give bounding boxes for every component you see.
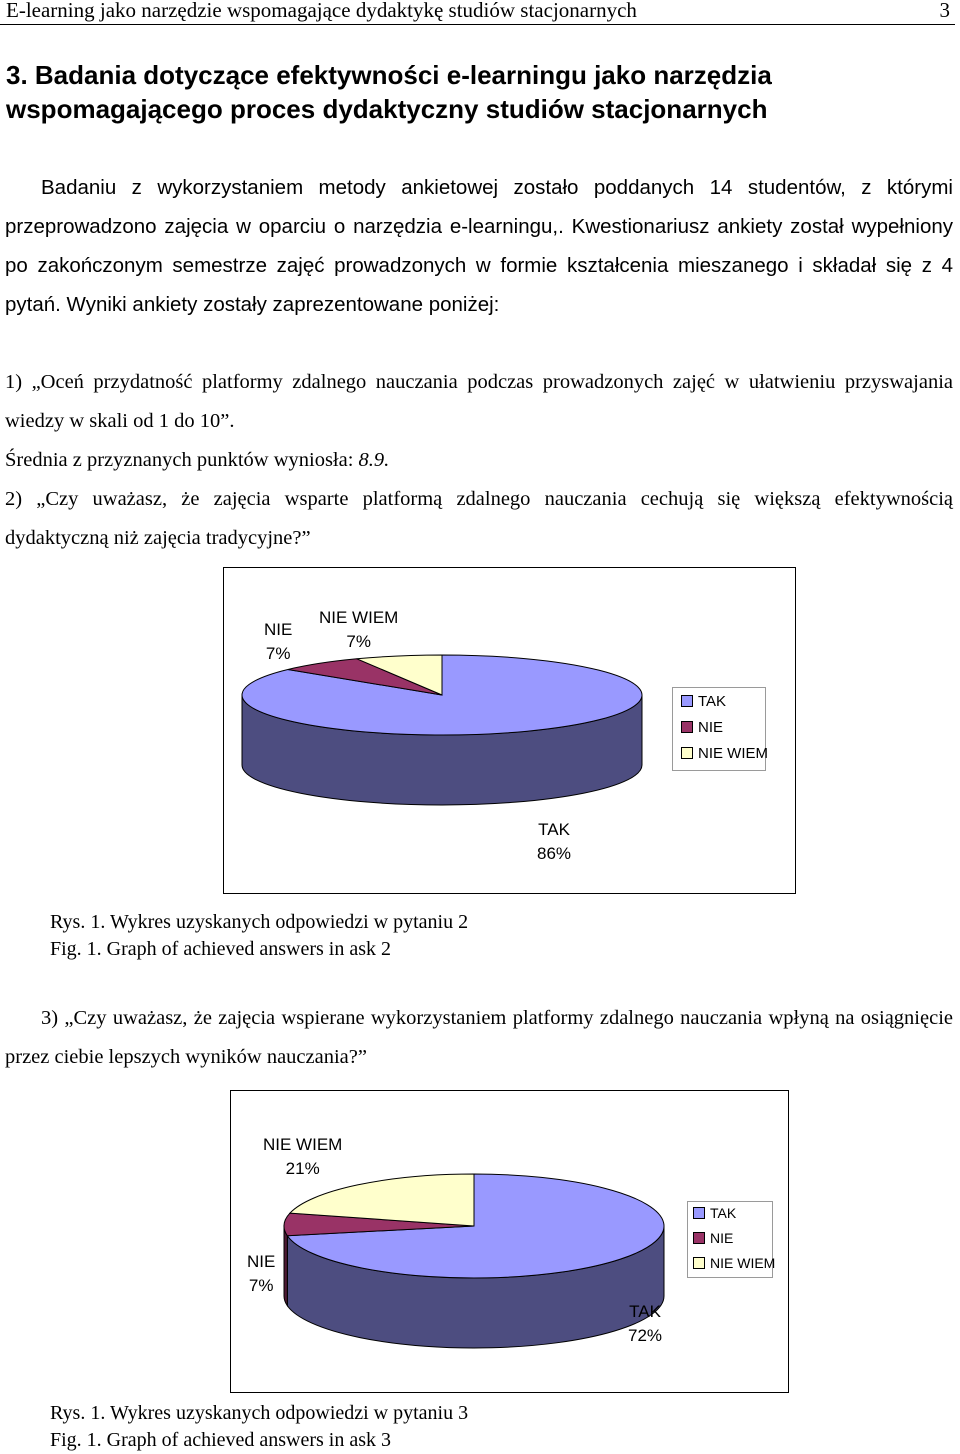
label-tak-q2-name: TAK: [538, 820, 570, 839]
label-nie-q2-name: NIE: [264, 620, 293, 639]
label-nie-q3-value: 7%: [248, 1276, 274, 1295]
legend-item-nie: [693, 1230, 733, 1246]
average-value: 8.9.: [358, 449, 390, 471]
legend-swatch-tak: [693, 1207, 705, 1219]
label-nie-q3-name: NIE: [247, 1252, 276, 1271]
header-title: E-learning jako narzędzie wspomagające dydaktykę studiów stacjonarnych: [6, 0, 637, 22]
legend-item-nie-wiem: [681, 745, 768, 762]
legend-swatch-nie-wiem: [693, 1257, 705, 1269]
label-nie-q2: [264, 618, 292, 666]
question-1-average: [5, 449, 389, 472]
label-tak-q3-name: TAK: [629, 1302, 661, 1321]
label-niewiem-q2-name: NIE WIEM: [319, 608, 399, 627]
figure-caption-pl-q3: Rys. 1. Wykres uzyskanych odpowiedzi w pytaniu 3: [50, 1402, 469, 1424]
page-number: 3: [939, 0, 950, 22]
legend-swatch-nie: [693, 1232, 705, 1244]
label-niewiem-q2: [319, 606, 398, 654]
average-label: Średnia z przyznanych punktów wyniosła:: [5, 449, 359, 471]
label-tak-q3: [628, 1300, 662, 1348]
legend-label-nie: NIE: [710, 1230, 734, 1246]
label-nie-q2-value: 7%: [265, 644, 291, 663]
figure-caption-en-q2: Fig. 1. Graph of achieved answers in ask 2: [50, 938, 392, 960]
question-3: 3) „Czy uważasz, że zajęcia wspierane wykorzystaniem platformy zdalnego nauczania wpłyną na osiągnięcie przez ciebie lepszych wyników nauczania?”: [5, 1007, 953, 1068]
legend-item-tak: [693, 1205, 736, 1221]
legend-item-nie: [681, 719, 723, 736]
legend-swatch-nie-wiem: [681, 747, 693, 759]
label-tak-q2: [537, 818, 571, 866]
figure-caption-pl-q2: Rys. 1. Wykres uzyskanych odpowiedzi w pytaniu 2: [50, 911, 469, 933]
label-niewiem-q2-value: 7%: [346, 632, 371, 651]
legend-q3: [687, 1201, 776, 1278]
label-niewiem-q3: [263, 1133, 342, 1181]
legend-swatch-nie: [681, 721, 693, 733]
pie-chart-q2: [223, 567, 796, 894]
running-header: [0, 0, 955, 25]
legend-item-tak: [681, 693, 726, 710]
intro-paragraph: Badaniu z wykorzystaniem metody ankietowej zostało poddanych 14 studentów, z którymi przeprowadzono zajęcia w oparciu o narzędzia e-learningu,. Kwestionariusz ankiety został wypełniony po zakończonym semestrze zajęć prowadzonych w formie kształcenia mieszanego i składał się z 4 pytań. Wyniki ankiety zostały zaprezentowane poniżej:: [5, 176, 953, 316]
question-2: 2) „Czy uważasz, że zajęcia wsparte platformą zdalnego nauczania cechują się większą efektywnością dydaktyczną niż zajęcia tradycyjne?”: [5, 488, 953, 549]
legend-label-tak: TAK: [698, 693, 727, 710]
figure-caption-en-q3: Fig. 1. Graph of achieved answers in ask 3: [50, 1429, 392, 1451]
legend-swatch-tak: [681, 695, 693, 707]
question-1: 1) „Oceń przydatność platformy zdalnego nauczania podczas prowadzonych zajęć w ułatwieniu przyswajania wiedzy w skali od 1 do 10”.: [5, 371, 953, 432]
legend-label-tak: TAK: [710, 1205, 737, 1221]
pie-chart-q3: [230, 1090, 789, 1393]
label-niewiem-q3-value: 21%: [285, 1159, 320, 1178]
legend-q2: [672, 687, 766, 771]
legend-item-nie-wiem: [693, 1255, 775, 1271]
label-niewiem-q3-name: NIE WIEM: [263, 1135, 343, 1154]
label-tak-q3-value: 72%: [628, 1326, 663, 1345]
legend-label-nie-wiem: NIE WIEM: [698, 745, 768, 762]
pie-side-nie: [284, 1226, 287, 1306]
legend-label-nie: NIE: [698, 719, 724, 736]
label-tak-q2-value: 86%: [537, 844, 572, 863]
section-title: 3. Badania dotyczące efektywności e-learningu jako narzędzia wspomagającego proces dydaktyczny studiów stacjonarnych: [6, 60, 772, 124]
legend-label-nie-wiem: NIE WIEM: [710, 1255, 776, 1271]
label-nie-q3: [247, 1250, 275, 1298]
